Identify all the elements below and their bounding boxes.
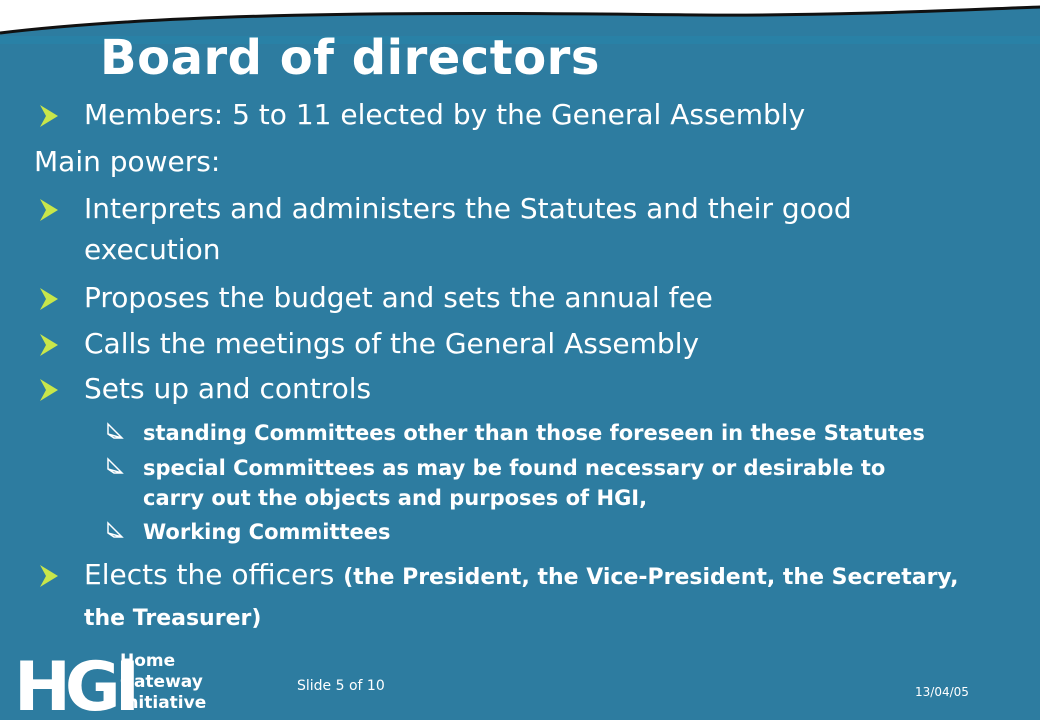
arrow-bullet-icon (38, 103, 60, 129)
logo-line-initiative: Initiative (120, 693, 207, 713)
meetings-text: Calls the meetings of the General Assembly (84, 327, 700, 360)
members-text: Members: 5 to 11 elected by the General Assembly (84, 98, 806, 131)
sub-special-committees-line1: special Committees as may be found necessary or desirable to (143, 456, 886, 480)
sub-standing-committees: standing Committees other than those foreseen in these Statutes (143, 421, 925, 445)
sub-special-committees-line2: carry out the objects and purposes of HGI, (143, 486, 648, 510)
budget-text: Proposes the budget and sets the annual fee (84, 281, 713, 314)
logo-line-home: Home (120, 651, 176, 671)
slide-number: Slide 5 of 10 (297, 678, 385, 694)
slide-date: 13/04/05 (915, 685, 969, 699)
hgi-logo-letters: HGI (14, 648, 135, 720)
elects-parenthetical-line2: the Treasurer) (84, 606, 262, 631)
outline-arrow-icon (106, 457, 124, 475)
arrow-bullet-icon (38, 286, 60, 312)
arrow-bullet-icon (38, 563, 60, 589)
setsup-text: Sets up and controls (84, 372, 372, 405)
logo-line-gateway: Gateway (120, 672, 203, 692)
sub-working-committees: Working Committees (143, 520, 391, 544)
elects-main: Elects the officers (84, 558, 335, 591)
elects-text (84, 556, 958, 597)
slide-title: Board of directors (100, 30, 600, 86)
outline-arrow-icon (106, 521, 124, 539)
main-powers-label: Main powers: (34, 145, 221, 178)
outline-arrow-icon (106, 422, 124, 440)
interprets-text-line2: execution (84, 233, 221, 266)
arrow-bullet-icon (38, 332, 60, 358)
arrow-bullet-icon (38, 197, 60, 223)
elects-parenthetical-line1: (the President, the Vice-President, the Secretary, (343, 565, 959, 590)
interprets-text-line1: Interprets and administers the Statutes and their good (84, 192, 852, 225)
arrow-bullet-icon (38, 377, 60, 403)
hgi-logo (10, 644, 207, 720)
